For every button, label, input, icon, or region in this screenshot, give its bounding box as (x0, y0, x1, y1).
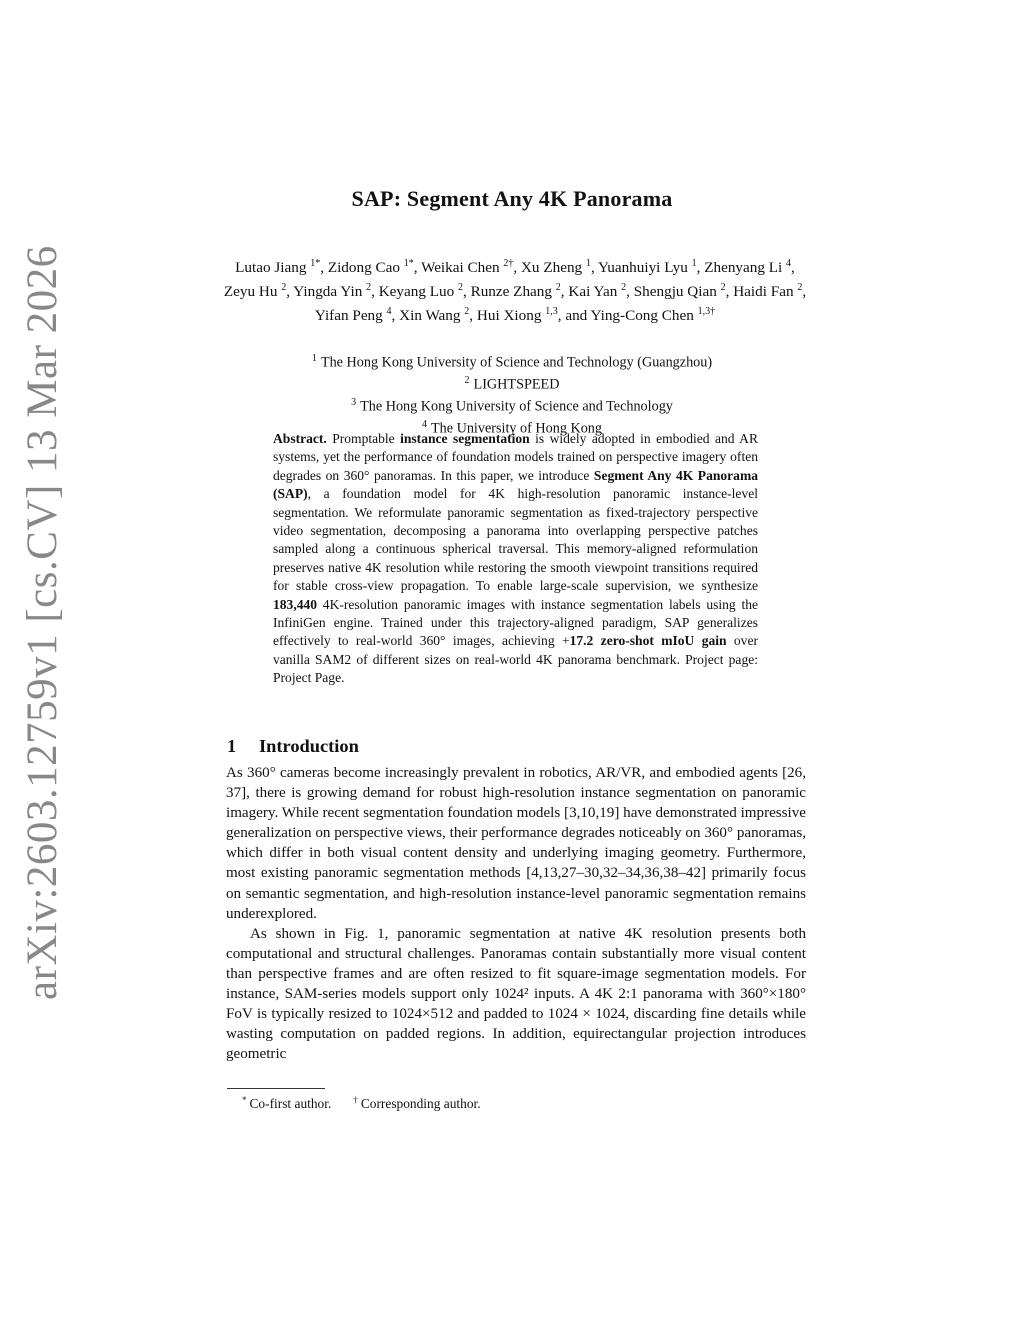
abstract-label: Abstract. (273, 431, 327, 446)
author-name: Hui Xiong $^{1,3}$ (476, 306, 558, 325)
author-name: Zeyu Hu $^2$ (223, 282, 287, 301)
footnote-2: † Corresponding author. (353, 1095, 481, 1112)
author-name: Xu Zheng $^1$ (520, 258, 591, 277)
paper-title: SAP: Segment Any 4K Panorama (351, 186, 673, 211)
author-affiliation-mark: 2 (281, 282, 287, 294)
author-name: Lutao Jiang $^{1*}$ (235, 258, 321, 277)
footnote-divider (227, 1088, 325, 1089)
affiliation: $^4$ The University of Hong Kong (421, 419, 602, 437)
abstract-emphasis: Segment Any 4K Panorama (SAP) (273, 467, 758, 502)
abstract-emphasis: 17.2 zero-shot mIoU gain (569, 633, 727, 649)
abstract-emphasis: instance segmentation (400, 431, 530, 446)
author-affiliation-mark: 2 (555, 282, 561, 294)
author-affiliation-mark: 2 (797, 282, 803, 294)
abstract-emphasis: 183,440 (273, 596, 318, 612)
author-name: Shengju Qian $^2$ (633, 282, 726, 301)
affiliation: $^1$ The Hong Kong University of Science and Technology (Guangzhou) (311, 353, 713, 371)
abstract-text: over vanilla SAM2 of different sizes on real-world 4K panorama benchmark. Project page: Project Page. (273, 633, 758, 686)
author-name: and Ying-Cong Chen $^{1,3\dagger}$ (565, 306, 716, 325)
author-affiliation-mark: 2† (503, 258, 514, 269)
section-number: 1 (227, 736, 237, 756)
author-affiliation-mark: 4 (786, 258, 792, 269)
abstract-text: 4K-resolution panoramic images with instance segmentation labels using the InfiniGen engine. Trained under this trajectory-aligned paradigm, SAP generalizes effectively to real-world 360° images, achieving + (273, 596, 758, 649)
author-name: Weikai Chen $^{2\dagger}$ (421, 258, 514, 277)
author-name: Yingda Yin $^2$ (293, 282, 372, 301)
paragraph-2: As shown in Fig. 1, panoramic segmentation at native 4K resolution presents both computational and structural challenges. Panoramas contain substantially more visual content than perspective frames and are often resized to fit square-image segmentation models. For instance, SAM-series models support only 1024² inputs. A 4K 2:1 panorama with 360°×180° FoV is typically resized to 1024×512 and padded to 1024 × 1024, discarding fine details while wasting computation on padded regions. In addition, equirectangular projection introduces geometric (226, 925, 806, 1063)
author-name: Zidong Cao $^{1*}$ (327, 258, 414, 277)
author-affiliation-mark: 2 (457, 282, 463, 294)
arxiv-stamp-text: arXiv:2603.12759v1 [cs.CV] 13 Mar 2026 (19, 245, 66, 1000)
author-name: Kai Yan $^2$ (568, 282, 627, 301)
section-title: Introduction (259, 736, 359, 756)
affiliation: $^3$ The Hong Kong University of Science and Technology (351, 397, 673, 415)
paragraph-1: As 360° cameras become increasingly prevalent in robotics, AR/VR, and embodied agents [26, 37], there is growing demand for robust high-resolution instance segmentation on panoramic imagery. While recent segmentation foundation models [3,10,19] have demonstrated impressive generalization on perspective views, their performance degrades noticeably on 360° panoramas, which differ in both visual content density and underlying imaging geometry. Furthermore, most existing panoramic segmentation methods [4,13,27–30,32–34,36,38–42] primarily focus on semantic segmentation, and high-resolution instance-level panoramic segmentation remains underexplored. (226, 765, 806, 922)
abstract-text: , a foundation model for 4K high-resolution panoramic instance-level segmentation. We reformulate panoramic segmentation as fixed-trajectory perspective video segmentation, decomposing a panorama into overlapping perspective patches sampled along a continuous spherical traversal. This memory-aligned reformulation preserves native 4K resolution while restoring the smooth viewpoint transitions required for stable cross-view propagation. To enable large-scale supervision, we synthesize (273, 486, 758, 594)
author-affiliation-mark: 2 (464, 306, 470, 318)
abstract-text: is widely adopted in embodied and AR systems, yet the performance of foundation models trained on perspective imagery often degrades on 360° panoramas. In this paper, we introduce (273, 431, 758, 483)
author-affiliation-mark: 1* (310, 258, 321, 269)
author-affiliation-mark: 2 (621, 282, 627, 294)
affiliation: $^2$ LIGHTSPEED (464, 375, 560, 393)
author-affiliation-mark: 1,3 (545, 306, 558, 318)
author-name: Zhenyang Li $^4$ (704, 258, 792, 277)
author-name: Keyang Luo $^2$ (378, 282, 463, 301)
abstract-body (273, 431, 758, 685)
author-affiliation-mark: 1 (691, 258, 697, 269)
author-affiliation-mark: 1,3† (697, 306, 716, 318)
footnotes (242, 1095, 481, 1112)
author-affiliation-mark: 4 (386, 306, 392, 318)
section-heading (227, 736, 807, 757)
author-name: Haidi Fan $^2$ (733, 282, 803, 301)
body-text (226, 763, 806, 1064)
author-name: Yuanhuiyi Lyu $^1$ (597, 258, 697, 277)
abstract (273, 430, 758, 688)
affiliation-list (0, 350, 1024, 438)
author-affiliation-mark: 2 (366, 282, 372, 294)
author-name: Yifan Peng $^4$ (314, 306, 392, 325)
author-affiliation-mark: 2 (720, 282, 726, 294)
author-affiliation-mark: 1* (403, 258, 414, 269)
author-list: Lutao Jiang $^{1*}$, Zidong Cao $^{1*}$, Weikai Chen $^{2\dagger}$, Xu Zheng $^1$, Yuanhuiyi Lyu $^1$, Zhenyang Li $^4$, Zeyu Hu $^2$, Yingda Yin $^2$, Keyang Luo $^2$, Runze Zhang $^2$, Kai Yan $^2$, Shengju Qian $^2$, Haidi Fan $^2$, Yifan Peng $^4$, Xin Wang $^2$, Hui Xiong $^{1,3}$, and Ying-Cong Chen $^{1,3\dagger}$ (223, 258, 807, 325)
author-name: Xin Wang $^2$ (399, 306, 470, 325)
footnote-1: * Co-first author. (242, 1095, 332, 1112)
author-name: Runze Zhang $^2$ (470, 282, 561, 301)
abstract-text: Promptable (326, 431, 401, 446)
author-affiliation-mark: 1 (585, 258, 591, 269)
